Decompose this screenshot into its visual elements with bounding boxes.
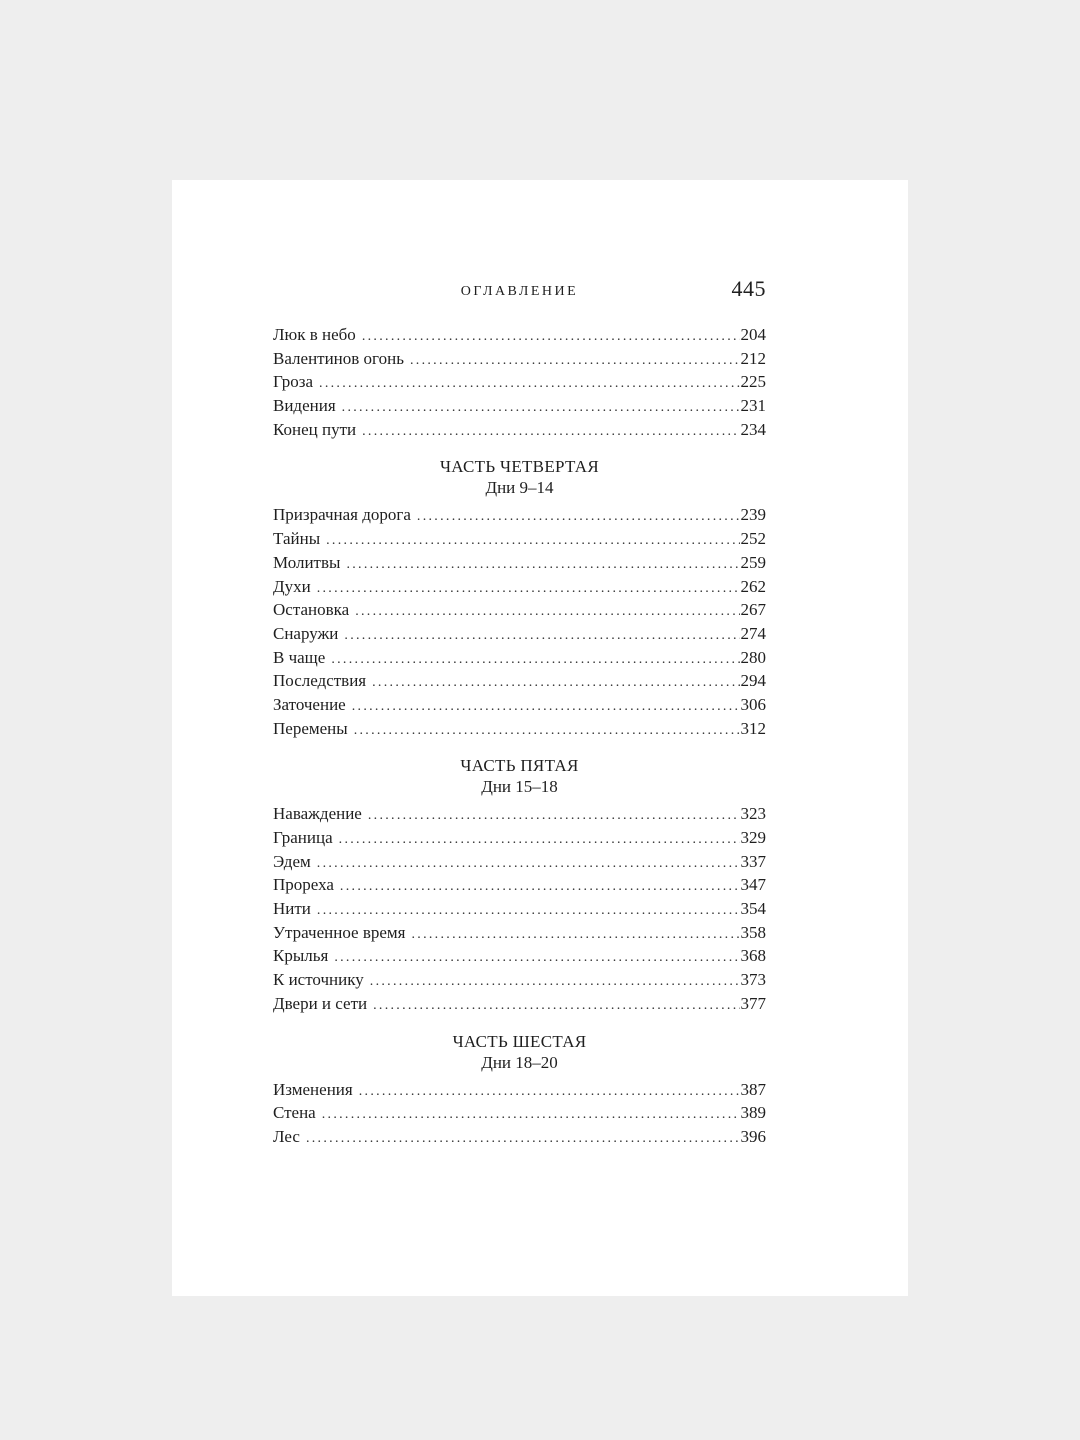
entry-title: Призрачная дорога	[273, 505, 411, 525]
dot-leader	[326, 529, 739, 553]
dot-leader	[334, 946, 739, 970]
entry-title: Тайны	[273, 529, 321, 549]
toc-entry[interactable]	[273, 968, 766, 992]
entry-title: Наваждение	[273, 804, 362, 824]
entry-page: 262	[740, 576, 766, 596]
entry-title: Остановка	[273, 600, 350, 620]
toc-entry[interactable]	[273, 992, 766, 1016]
toc-entry[interactable]	[273, 944, 766, 968]
part-title: ЧАСТЬ ЧЕТВЕРТАЯ	[439, 457, 600, 477]
dot-leader	[340, 875, 740, 899]
dot-leader	[306, 1127, 740, 1151]
toc-entry[interactable]	[273, 802, 766, 826]
toc-entry[interactable]	[273, 370, 766, 394]
dot-leader	[362, 420, 739, 444]
dot-leader	[355, 600, 739, 624]
toc-entry[interactable]	[273, 1101, 766, 1125]
toc-entry[interactable]	[273, 897, 766, 921]
entry-title: В чаще	[273, 647, 326, 667]
dot-leader	[372, 671, 739, 695]
page-number: 445	[731, 276, 766, 301]
entry-title: Крылья	[273, 946, 329, 966]
dot-leader	[346, 553, 739, 577]
entry-title: Снаружи	[273, 623, 339, 643]
dot-leader	[317, 577, 740, 601]
part-heading	[273, 1031, 766, 1073]
entry-title: Валентинов огонь	[273, 348, 404, 368]
dot-leader	[370, 970, 740, 994]
entry-page: 274	[740, 623, 766, 643]
dot-leader	[344, 624, 739, 648]
entry-title: Перемены	[273, 718, 348, 738]
entry-title: Стена	[273, 1103, 316, 1123]
entry-page: 337	[740, 851, 766, 871]
entry-page: 354	[740, 899, 766, 919]
toc-entry[interactable]	[273, 1125, 766, 1149]
entry-page: 306	[740, 694, 766, 714]
dot-leader	[362, 325, 740, 349]
toc-entry[interactable]	[273, 598, 766, 622]
dot-leader	[317, 899, 740, 923]
toc-entry[interactable]	[273, 323, 766, 347]
entry-page: 259	[740, 552, 766, 572]
entry-page: 387	[740, 1079, 766, 1099]
entry-page: 234	[740, 419, 766, 439]
part-days: Дни 15–18	[481, 777, 558, 797]
entry-title: Заточение	[273, 694, 346, 714]
dot-leader	[352, 695, 740, 719]
entry-page: 225	[740, 372, 766, 392]
toc-section	[273, 503, 766, 740]
part-days: Дни 9–14	[485, 478, 554, 498]
toc-section	[273, 1078, 766, 1149]
toc-entry[interactable]	[273, 394, 766, 418]
entry-page: 358	[740, 922, 766, 942]
dot-leader	[368, 804, 740, 828]
dot-leader	[354, 719, 740, 743]
entry-page: 212	[740, 348, 766, 368]
entry-page: 389	[740, 1103, 766, 1123]
toc-section	[273, 802, 766, 1015]
entry-page: 239	[740, 505, 766, 525]
part-title: ЧАСТЬ ПЯТАЯ	[460, 756, 579, 776]
dot-leader	[373, 994, 739, 1018]
toc-entry[interactable]	[273, 873, 766, 897]
book-page	[172, 180, 908, 1296]
running-head-title: ОГЛАВЛЕНИЕ	[460, 284, 579, 299]
dot-leader	[417, 505, 740, 529]
entry-page: 204	[740, 325, 766, 344]
entry-title: Нити	[273, 899, 311, 919]
dot-leader	[322, 1103, 740, 1127]
dot-leader	[342, 396, 740, 420]
toc-entry[interactable]	[273, 717, 766, 741]
dot-leader	[411, 923, 739, 947]
dot-leader	[319, 372, 739, 396]
toc-entry[interactable]	[273, 418, 766, 442]
entry-title: Конец пути	[273, 419, 357, 439]
entry-title: Лес	[273, 1126, 300, 1146]
entry-page: 312	[740, 718, 766, 738]
toc-entry[interactable]	[273, 575, 766, 599]
part-days: Дни 18–20	[481, 1052, 558, 1072]
entry-page: 267	[740, 600, 766, 620]
toc-entry[interactable]	[273, 551, 766, 575]
entry-title: Утраченное время	[273, 922, 406, 942]
entry-title: Гроза	[273, 372, 314, 392]
entry-page: 323	[740, 804, 766, 824]
toc-entry[interactable]	[273, 693, 766, 717]
entry-title: К источнику	[273, 970, 364, 990]
toc-entry[interactable]	[273, 347, 766, 371]
entry-title: Двери и сети	[273, 993, 368, 1013]
toc-entry[interactable]	[273, 826, 766, 850]
entry-page: 377	[740, 993, 766, 1013]
entry-page: 280	[740, 647, 766, 667]
toc-section	[273, 323, 766, 441]
entry-title: Изменения	[273, 1079, 353, 1099]
table-of-contents	[273, 276, 766, 1149]
toc-entry[interactable]	[273, 646, 766, 670]
entry-page: 329	[740, 828, 766, 847]
dot-leader	[331, 648, 739, 672]
entry-title: Последствия	[273, 671, 367, 691]
dot-leader	[359, 1080, 740, 1104]
dot-leader	[339, 828, 740, 852]
entry-page: 396	[740, 1126, 766, 1146]
entry-page: 252	[740, 529, 766, 549]
entry-page: 231	[740, 396, 766, 416]
part-title: ЧАСТЬ ШЕСТАЯ	[452, 1031, 587, 1051]
toc-entry[interactable]	[273, 921, 766, 945]
entry-title: Граница	[273, 828, 333, 847]
part-heading	[273, 456, 766, 498]
entry-page: 294	[740, 671, 766, 691]
entry-title: Видения	[273, 396, 336, 416]
toc-entry[interactable]	[273, 850, 766, 874]
dot-leader	[410, 349, 740, 373]
entry-title: Эдем	[273, 851, 311, 871]
running-head	[273, 276, 766, 312]
entry-page: 373	[740, 970, 766, 990]
entry-title: Духи	[273, 576, 311, 596]
entry-title: Прореха	[273, 875, 334, 895]
dot-leader	[317, 852, 740, 876]
toc-entry[interactable]	[273, 527, 766, 551]
entry-page: 347	[740, 875, 766, 895]
entry-page: 368	[740, 946, 766, 966]
toc-entry[interactable]	[273, 622, 766, 646]
entry-title: Молитвы	[273, 552, 341, 572]
toc-entry[interactable]	[273, 669, 766, 693]
toc-entry[interactable]	[273, 503, 766, 527]
entry-title: Люк в небо	[273, 325, 356, 344]
part-heading	[273, 755, 766, 797]
toc-entry[interactable]	[273, 1078, 766, 1102]
